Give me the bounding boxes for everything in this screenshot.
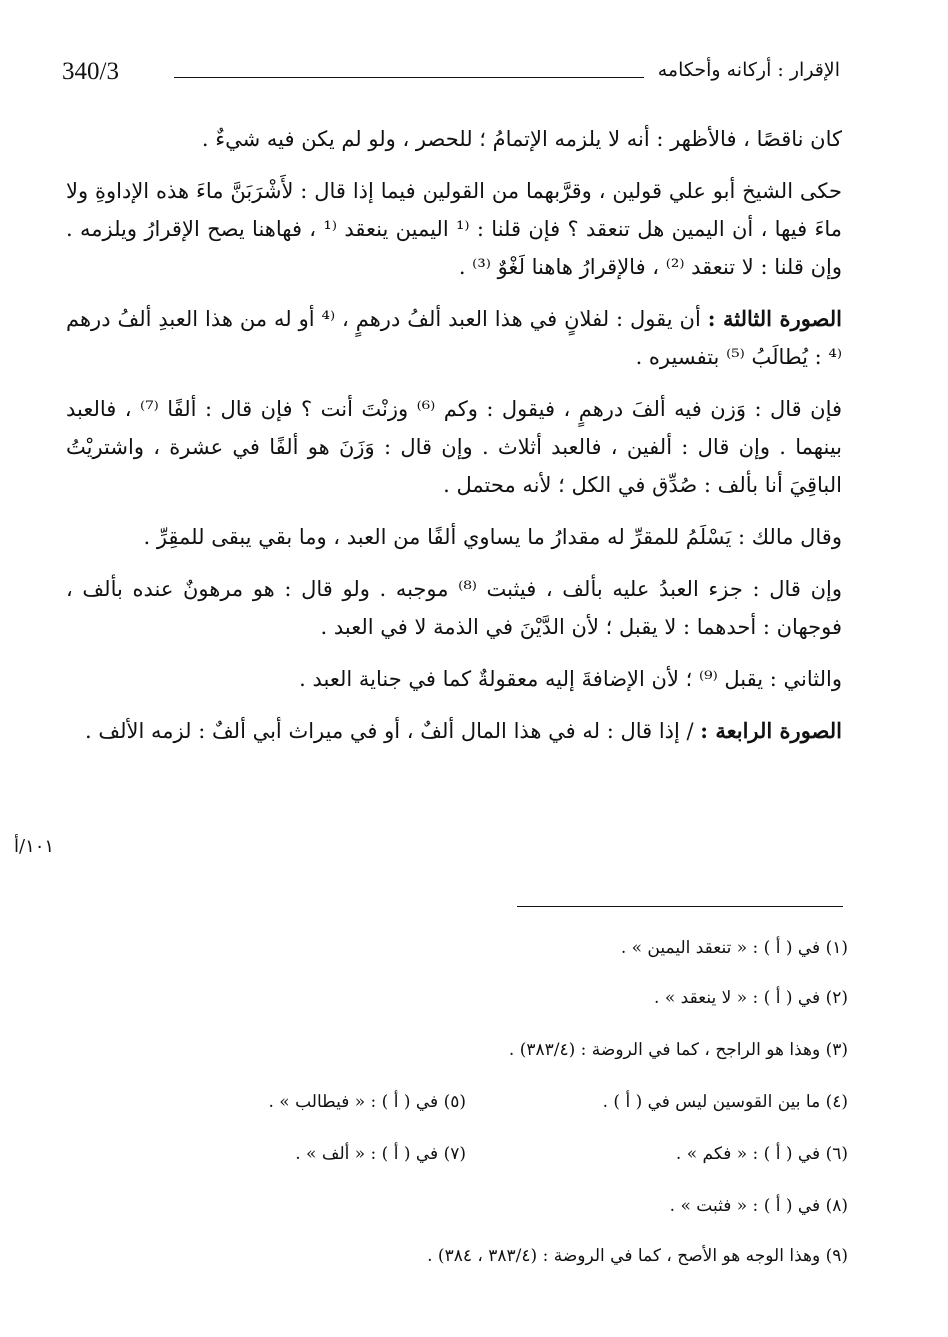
- paragraph-8: [66, 712, 842, 750]
- section-heading-third: الصورة الثالثة :: [707, 306, 842, 331]
- paragraph-6: وإن قال : جزء العبدُ عليه بألف ، فيثبت ⁽⁸⁾ موجبه . ولو قال : هو مرهونٌ عنده بألف ، فوجهان : أحدهما : لا يقبل ؛ لأن الدَّيْنَ في الذمة لا في العبد .: [66, 577, 842, 639]
- footnote-1: (١) في ( أ ) : « تنعقد اليمين » .: [620, 938, 848, 958]
- page-header: [62, 58, 840, 98]
- footnote-3: (٣) وهذا هو الراجح ، كما في الروضة : (٣٨٣/٤) .: [508, 1040, 848, 1060]
- paragraph-3-text: أن يقول : لفلانٍ في هذا العبد ألفُ درهمٍ ، ⁽⁴ أو له من هذا العبدِ ألفُ درهم ⁽⁴ : يُطالَبُ ⁽⁵⁾ بتفسيره .: [66, 307, 842, 369]
- main-text: [66, 120, 842, 764]
- paragraph-1: كان ناقصًا ، فالأظهر : أنه لا يلزمه الإتمامُ ؛ للحصر ، ولو لم يكن فيه شيءٌ .: [201, 127, 842, 151]
- footnote-7: (٧) في ( أ ) : « ألف » .: [295, 1144, 466, 1164]
- manuscript-folio-note: ١٠١/أ: [14, 836, 55, 857]
- paragraph-5: وقال مالك : يَسْلَمُ للمقرِّ له مقدارُ ما يساوي ألفًا من العبد ، وما بقي يبقى للمقِرِّ .: [143, 525, 842, 549]
- paragraph-2: حكى الشيخ أبو علي قولين ، وقرَّبهما من القولين فيما إذا قال : لأَشْرَبَنَّ ماءَ هذه الإداوةِ ولا ماءَ فيها ، أن اليمين هل تنعقد ؟ فإن قلنا : ⁽¹ اليمين ينعقد ⁽¹ ، فهاهنا يصح الإقرارُ ويلزمه . وإن قلنا : لا تنعقد ⁽²⁾ ، فالإقرارُ هاهنا لَغْوٌ ⁽³⁾ .: [66, 179, 842, 279]
- paragraph-4: فإن قال : وَزن فيه ألفَ درهمٍ ، فيقول : وكم ⁽⁶⁾ وزنْتَ أنت ؟ فإن قال : ألفًا ⁽⁷⁾ ، فالعبد بينهما . وإن قال : ألفين ، فالعبد أثلاث . وإن قال : وَزَنَ هو ألفًا في عشرة ، واشتريْتُ الباقِيَ أنا بألف : صُدِّق في الكل ؛ لأنه محتمل .: [66, 397, 843, 497]
- footnote-8: (٨) في ( أ ) : « فثبت » .: [669, 1196, 848, 1216]
- paragraph-8-text: / إذا قال : له في هذا المال ألفٌ ، أو في ميراث أبي ألفٌ : لزمه الألف .: [85, 719, 701, 743]
- page-number: 340/3: [62, 58, 119, 85]
- paragraph-3: [66, 300, 842, 376]
- section-heading-fourth: الصورة الرابعة :: [700, 718, 842, 743]
- header-rule: [174, 77, 644, 78]
- footnote-4: (٤) ما بين القوسين ليس في ( أ ) .: [602, 1092, 848, 1112]
- footnote-5: (٥) في ( أ ) : « فيطالب » .: [268, 1092, 466, 1112]
- footnote-9: (٩) وهذا الوجه هو الأصح ، كما في الروضة : (٣٨٣/٤ ، ٣٨٤) .: [427, 1246, 848, 1266]
- running-title: الإقرار : أركانه وأحكامه: [657, 59, 840, 81]
- footnote-6: (٦) في ( أ ) : « فكم » .: [675, 1144, 848, 1164]
- paragraph-7: والثاني : يقبل ⁽⁹⁾ ؛ لأن الإضافةَ إليه معقولةٌ كما في جناية العبد .: [299, 667, 842, 691]
- footnote-rule: [517, 906, 843, 907]
- footnote-2: (٢) في ( أ ) : « لا ينعقد » .: [654, 988, 848, 1008]
